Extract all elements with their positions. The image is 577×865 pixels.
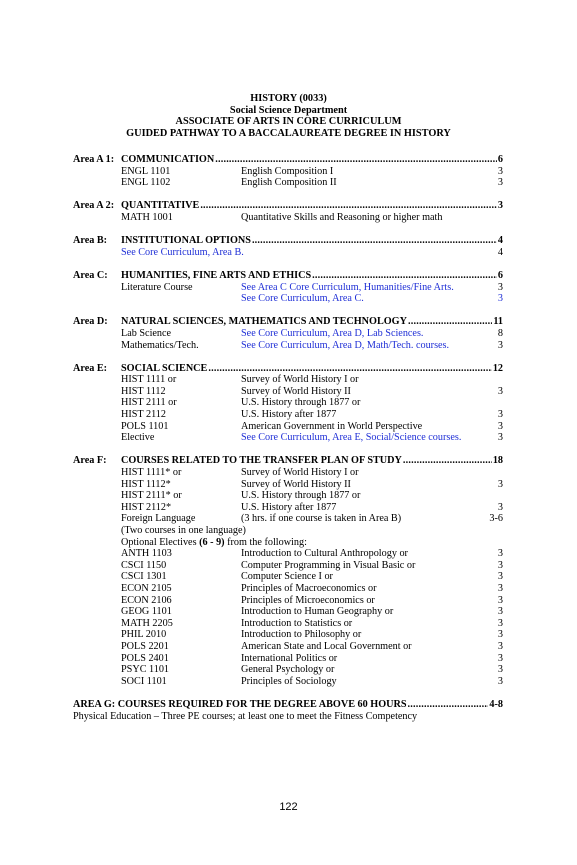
area-code: Area A 2: <box>73 200 115 212</box>
course-row <box>73 166 503 178</box>
course-credits: 3 <box>497 629 503 641</box>
course-code: HIST 2111* or <box>121 490 182 502</box>
area-code: Area A 1: <box>73 154 115 165</box>
course-code: HIST 1112* <box>121 478 171 490</box>
course-credits: 3 <box>497 548 503 560</box>
elective-row <box>73 583 503 595</box>
optional-electives-range: (6 - 9) <box>199 536 225 548</box>
elective-row <box>73 560 503 572</box>
elective-row <box>73 629 503 641</box>
course-credits: 3 <box>497 478 503 490</box>
area-credits: 11 <box>493 316 503 328</box>
course-code: GEOG 1101 <box>121 606 172 618</box>
course-credits: 3 <box>497 675 503 687</box>
course-code: Literature Course <box>121 281 193 293</box>
course-code: POLS 2201 <box>121 640 169 652</box>
area-credits: 3 <box>497 200 503 212</box>
degree-title: ASSOCIATE OF ARTS IN CORE CURRICULUM <box>175 116 402 128</box>
course-credits <box>473 397 503 409</box>
course-description: Computer Programming in Visual Basic or <box>241 559 416 571</box>
course-row <box>73 490 503 502</box>
course-description: Introduction to Cultural Anthropology or <box>241 548 408 560</box>
core-curriculum-reference: See Core Curriculum, Area B. <box>121 246 244 258</box>
course-credits: 3 <box>497 293 503 305</box>
elective-row <box>73 606 503 618</box>
course-code: HIST 1112 <box>121 385 166 397</box>
course-description: Principles of Sociology <box>241 675 337 687</box>
course-credits: 3 <box>497 652 503 664</box>
area-a1-section <box>73 154 503 189</box>
page-number: 122 <box>279 801 298 813</box>
course-description: English Composition I <box>241 165 334 177</box>
area-heading <box>73 699 503 711</box>
course-credits: 3 <box>497 165 503 177</box>
course-description: Survey of World History I or <box>241 467 359 479</box>
area-title: SOCIAL SCIENCE <box>121 362 208 374</box>
course-row <box>73 502 503 514</box>
core-curriculum-reference: See Core Curriculum, Area E, Social/Science courses. <box>241 432 462 444</box>
course-code: PSYC 1101 <box>121 664 170 676</box>
dot-leader <box>312 270 497 282</box>
course-description: Principles of Macroeconomics or <box>241 582 377 594</box>
elective-row <box>73 571 503 583</box>
course-row <box>73 177 503 189</box>
optional-electives-suffix: from the following: <box>224 536 307 548</box>
course-row <box>73 513 503 525</box>
course-code: ECON 2105 <box>121 582 172 594</box>
course-code: PHIL 2010 <box>121 629 167 641</box>
course-code: CSCI 1301 <box>121 571 167 583</box>
course-code: Foreign Language <box>121 513 196 525</box>
course-row <box>73 340 503 352</box>
course-description: International Politics or <box>241 652 338 664</box>
course-credits: 3 <box>497 606 503 618</box>
optional-electives-heading <box>73 537 503 549</box>
dot-leader <box>200 200 497 212</box>
course-row <box>73 467 503 479</box>
language-note: (Two courses in one language) <box>121 525 246 536</box>
course-code: Lab Science <box>121 327 172 339</box>
course-credits: 3 <box>497 281 503 293</box>
area-b-section <box>73 235 503 258</box>
course-row <box>73 212 503 224</box>
course-row <box>73 282 503 294</box>
area-credits: 4 <box>497 235 503 247</box>
page-header <box>0 93 577 139</box>
course-code: HIST 2112* <box>121 501 172 513</box>
area-code: Area C: <box>73 269 108 281</box>
course-description: Introduction to Philosophy or <box>241 629 362 641</box>
dot-leader <box>252 235 497 247</box>
course-description: English Composition II <box>241 177 337 189</box>
area-c-section <box>73 270 503 305</box>
elective-row <box>73 653 503 665</box>
course-credits: 3 <box>497 664 503 676</box>
course-description: Survey of World History II <box>241 478 351 490</box>
area-credits: 6 <box>497 154 503 165</box>
area-d-section <box>73 316 503 351</box>
course-code: MATH 1001 <box>121 211 173 223</box>
core-curriculum-reference: See Core Curriculum, Area C. <box>241 293 364 305</box>
course-description: U.S. History through 1877 or <box>241 397 361 409</box>
course-code: ENGL 1102 <box>121 177 171 189</box>
course-description: Introduction to Human Geography or <box>241 606 394 618</box>
course-description: American State and Local Government or <box>241 640 412 652</box>
dot-leader <box>408 699 489 711</box>
course-description: Computer Science I or <box>241 571 333 583</box>
course-code: HIST 1111 or <box>121 374 177 386</box>
course-row <box>73 293 503 305</box>
course-code: ENGL 1101 <box>121 165 171 177</box>
core-curriculum-reference: See Core Curriculum, Area D, Math/Tech. courses. <box>241 339 450 351</box>
area-title: HUMANITIES, FINE ARTS AND ETHICS <box>121 269 312 281</box>
course-credits: 3 <box>497 177 503 189</box>
course-credits: 3 <box>497 571 503 583</box>
area-code: Area D: <box>73 316 108 328</box>
course-code: HIST 2111 or <box>121 397 177 409</box>
area-e-section <box>73 363 503 444</box>
course-credits: 3 <box>497 640 503 652</box>
area-f-section <box>73 455 503 687</box>
area-title: COMMUNICATION <box>121 154 215 165</box>
course-credits: 3 <box>497 594 503 606</box>
area-credits: 6 <box>497 269 503 281</box>
course-row <box>73 421 503 433</box>
course-code: HIST 1111* or <box>121 467 182 479</box>
course-code: POLS 1101 <box>121 420 169 432</box>
area-code: Area B: <box>73 235 108 247</box>
course-description: U.S. History after 1877 <box>241 409 337 421</box>
course-description: Principles of Microeconomics or <box>241 594 375 606</box>
course-row <box>73 397 503 409</box>
area-a2-section <box>73 200 503 223</box>
area-heading <box>73 363 503 375</box>
area-heading <box>73 200 503 212</box>
curriculum-content <box>73 154 503 722</box>
course-credits: 3 <box>497 385 503 397</box>
course-row <box>73 247 503 259</box>
course-credits: 3 <box>497 409 503 421</box>
course-row <box>73 432 503 444</box>
elective-row <box>73 641 503 653</box>
course-row <box>73 386 503 398</box>
elective-row <box>73 548 503 560</box>
course-description: American Government in World Perspective <box>241 420 423 432</box>
area-credits: 4-8 <box>489 698 503 710</box>
dot-leader <box>215 154 497 166</box>
course-row <box>73 374 503 386</box>
area-title: NATURAL SCIENCES, MATHEMATICS AND TECHNOLOGY <box>121 316 407 328</box>
elective-row <box>73 664 503 676</box>
core-curriculum-reference: See Area C Core Curriculum, Humanities/Fine Arts. <box>241 281 454 293</box>
area-heading <box>73 270 503 282</box>
course-code: Elective <box>121 432 155 444</box>
area-title: INSTITUTIONAL OPTIONS <box>121 235 251 247</box>
course-code: POLS 2401 <box>121 652 169 664</box>
area-heading <box>73 316 503 328</box>
course-description: General Psychology or <box>241 664 335 676</box>
area-title: COURSES RELATED TO THE TRANSFER PLAN OF STUDY <box>121 455 402 467</box>
course-row <box>73 409 503 421</box>
course-code: MATH 2205 <box>121 617 173 629</box>
course-credits: 3 <box>497 339 503 351</box>
course-code <box>73 293 241 305</box>
course-description: U.S. History through 1877 or <box>241 490 361 502</box>
dot-leader <box>408 316 492 328</box>
course-code: CSCI 1150 <box>121 559 167 571</box>
course-credits: 3 <box>497 582 503 594</box>
course-code: ECON 2106 <box>121 594 172 606</box>
course-description: (3 hrs. if one course is taken in Area B) <box>241 513 402 525</box>
area-heading <box>73 455 503 467</box>
course-credits: 8 <box>497 327 503 339</box>
course-credits: 3 <box>497 617 503 629</box>
dot-leader <box>208 363 491 375</box>
physical-education-note: Physical Education – Three PE courses; at least one to meet the Fitness Competency <box>73 710 418 722</box>
course-credits: 3-6 <box>489 513 503 525</box>
course-credits <box>473 490 503 502</box>
course-code: ANTH 1103 <box>121 548 172 560</box>
area-code: Area F: <box>73 455 107 467</box>
course-code: Mathematics/Tech. <box>121 339 199 351</box>
course-credits: 3 <box>497 559 503 571</box>
course-code: SOCI 1101 <box>121 675 167 687</box>
area-title: QUANTITATIVE <box>121 200 200 212</box>
course-credits: 3 <box>497 420 503 432</box>
course-row <box>73 479 503 491</box>
area-credits: 18 <box>492 455 503 467</box>
area-heading <box>73 235 503 247</box>
course-description: Survey of World History II <box>241 385 351 397</box>
course-credits: 3 <box>497 501 503 513</box>
program-title: HISTORY (0033) <box>250 93 327 104</box>
course-credits <box>473 467 503 479</box>
optional-electives-label: Optional Electives <box>121 536 200 548</box>
course-description: Survey of World History I or <box>241 374 359 386</box>
course-description: U.S. History after 1877 <box>241 501 337 513</box>
core-curriculum-reference: See Core Curriculum, Area D, Lab Sciences. <box>241 327 424 339</box>
area-heading <box>73 154 503 166</box>
course-credits <box>473 374 503 386</box>
course-credits: 4 <box>497 246 503 258</box>
course-credits: 3 <box>497 432 503 444</box>
course-description: Quantitative Skills and Reasoning or higher math <box>241 211 443 223</box>
area-title: AREA G: COURSES REQUIRED FOR THE DEGREE ABOVE 60 HOURS <box>73 698 407 710</box>
course-row <box>73 328 503 340</box>
course-code: HIST 2112 <box>121 409 166 421</box>
course-description: Introduction to Statistics or <box>241 617 353 629</box>
elective-row <box>73 595 503 607</box>
area-g-section <box>73 699 503 722</box>
elective-row <box>73 676 503 688</box>
elective-row <box>73 618 503 630</box>
area-code: Area E: <box>73 362 108 374</box>
department-name: Social Science Department <box>229 104 348 116</box>
course-credits <box>473 212 503 224</box>
dot-leader <box>403 455 492 467</box>
electives-list <box>73 548 503 687</box>
area-credits: 12 <box>492 362 503 374</box>
pathway-title: GUIDED PATHWAY TO A BACCALAUREATE DEGREE IN HISTORY <box>126 127 451 139</box>
